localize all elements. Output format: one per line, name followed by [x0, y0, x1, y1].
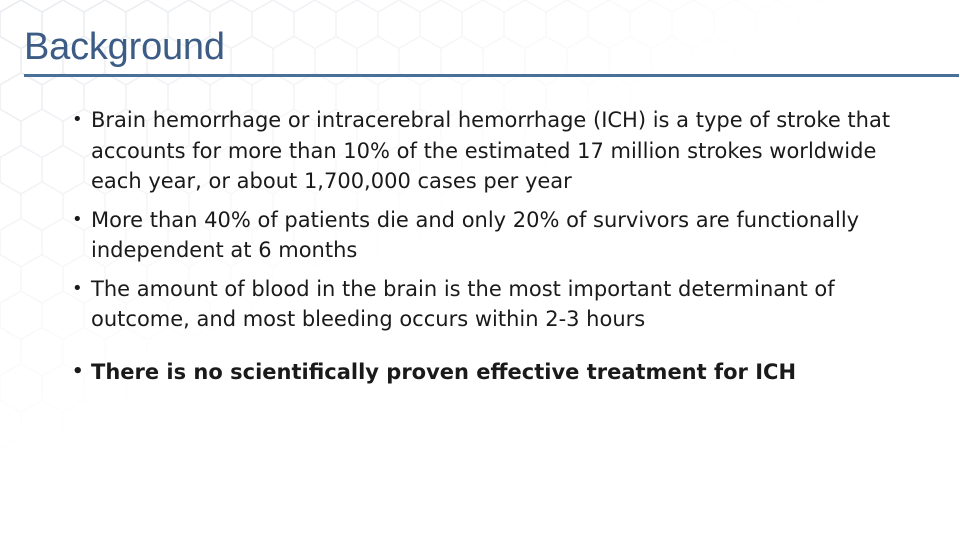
bullet-dot: •: [72, 109, 83, 130]
bullet-dot: •: [72, 360, 84, 382]
bullet-item: [72, 274, 892, 335]
bullet-text: Brain hemorrhage or intracerebral hemorrhage (ICH) is a type of stroke that accounts for more than 10% of the estimated 17 million strokes worldwide each year, or about 1,700,000 cases per year: [91, 108, 891, 193]
bullet-dot: •: [72, 277, 83, 299]
bullet-list: [72, 105, 892, 395]
bullet-text: More than 40% of patients die and only 20% of survivors are functionally independent at 6 months: [91, 207, 860, 262]
bullet-item: [72, 205, 892, 266]
bullet-text: There is no scientifically proven effective treatment for ICH: [91, 359, 797, 384]
bullet-dot: •: [72, 208, 83, 230]
bullet-item-emphasis: [72, 357, 892, 388]
slide-title: Background: [24, 26, 225, 68]
title-underline: [24, 74, 959, 77]
bullet-item: [72, 105, 892, 197]
bullet-text: The amount of blood in the brain is the most important determinant of outcome, and most bleeding occurs within 2-3 hours: [91, 276, 835, 331]
